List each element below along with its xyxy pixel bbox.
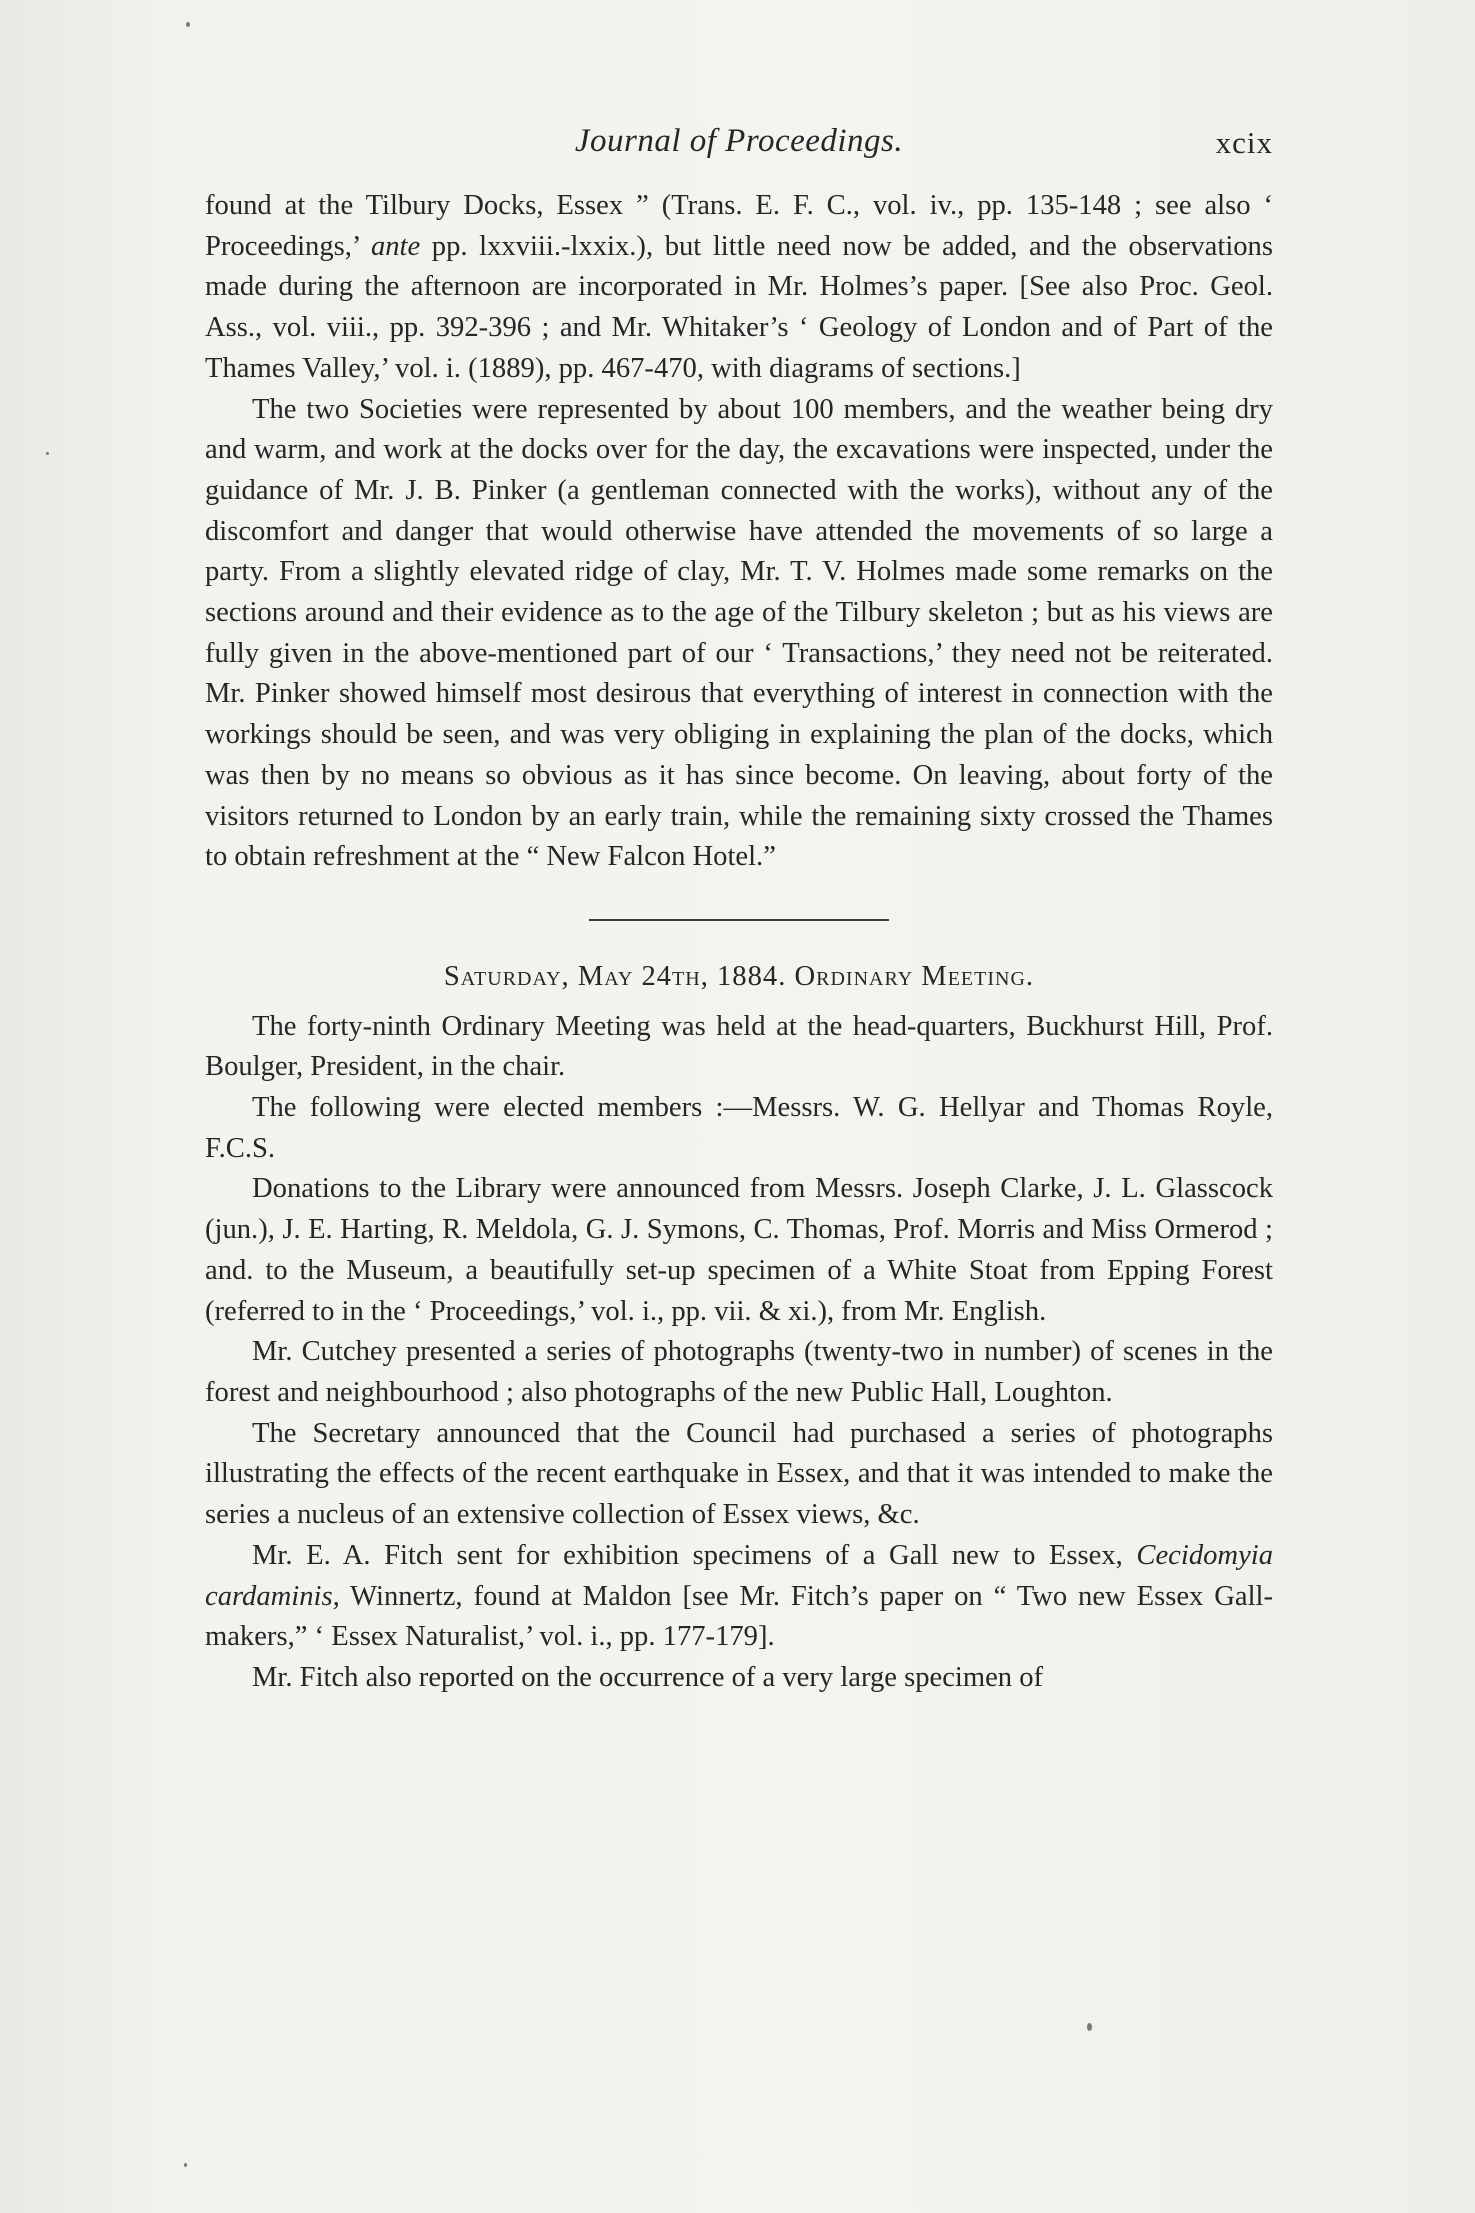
ink-speck bbox=[186, 22, 190, 27]
paragraph: Mr. Fitch also reported on the occurrence of a very large specimen of bbox=[252, 1661, 1044, 1693]
section-divider bbox=[589, 919, 889, 921]
running-title: Journal of Proceedings. bbox=[574, 123, 904, 159]
paragraph-text: Mr. E. A. Fitch sent for exhibition specimens of a Gall new to Essex, bbox=[252, 1539, 1137, 1571]
paragraph bbox=[205, 1536, 1273, 1658]
ink-speck bbox=[1087, 2023, 1092, 2031]
paragraph: Donations to the Library were announced from Messrs. Joseph Clarke, J. L. Glasscock (jun.), J. E. Harting, R. Meldola, G. J. Symons, C. Thomas, Prof. Morris and Miss Ormerod ; and. to the Museum, a beautifully set-up specimen of a White Stoat from Epping Forest (referred to in the ‘ Proceedings,’ vol. i., pp. vii. & xi.), from Mr. English. bbox=[205, 1173, 1273, 1327]
page-number: xcix bbox=[1215, 125, 1273, 160]
section-heading: Saturday, May 24th, 1884. Ordinary Meeting. bbox=[443, 960, 1035, 992]
italic-term: ante bbox=[370, 230, 421, 262]
page-header bbox=[205, 123, 1273, 163]
paragraph-text: Winnertz, found at Maldon [see Mr. Fitch’s paper on “ Two new Essex Gall-makers,” ‘ Essex Naturalist,’ vol. i., pp. 177-179]. bbox=[205, 1580, 1273, 1653]
body-text bbox=[205, 186, 1273, 1699]
paragraph-text: found at the Tilbury Docks, Essex ” (Trans. E. F. C., vol. iv., pp. 135-148 ; see also ‘ Proceedings,’ bbox=[205, 190, 1273, 262]
paragraph: The two Societies were represented by about 100 members, and the weather being dry and warm, and work at the docks over for the day, the excavations were inspected, under the guidance of Mr. J. B. Pinker (a gentleman connected with the works), without any of the discomfort and danger that would otherwise have attended the movements of so large a party. From a slightly elevated ridge of clay, Mr. T. V. Holmes made some remarks on the sections around and their evidence as to the age of the Tilbury skeleton ; but as his views are fully given in the above-mentioned part of our ‘ Transactions,’ they need not be reiterated. Mr. Pinker showed himself most desirous that everything of interest in connection with the workings should be seen, and was very obliging in explaining the plan of the docks, which was then by no means so obvious as it has since become. On leaving, about forty of the visitors returned to London by an early train, while the remaining sixty crossed the Thames to obtain refreshment at the “ New Falcon Hotel.” bbox=[205, 393, 1273, 873]
species-name: Cecidomyia cardaminis, bbox=[205, 1539, 1273, 1612]
ink-speck bbox=[184, 2163, 187, 2167]
ink-speck bbox=[46, 452, 49, 455]
paragraph: The following were elected members :—Messrs. W. G. Hellyar and Thomas Royle, F.C.S. bbox=[205, 1092, 1273, 1164]
paragraph: The forty-ninth Ordinary Meeting was held at the head-quarters, Buckhurst Hill, Prof. Boulger, President, in the chair. bbox=[205, 1010, 1273, 1083]
paragraph bbox=[205, 186, 1273, 390]
paragraph: Mr. Cutchey presented a series of photographs (twenty-two in number) of scenes in the forest and neighbourhood ; also photographs of the new Public Hall, Loughton. bbox=[205, 1336, 1273, 1408]
paragraph: The Secretary announced that the Council had purchased a series of photographs illustrating the effects of the recent earthquake in Essex, and that it was intended to make the series a nucleus of an extensive collection of Essex views, &c. bbox=[205, 1417, 1273, 1531]
paragraph-text: pp. lxxviii.-lxxix.), but little need now be added, and the observations made during the afternoon are incorporated in Mr. Holmes’s paper. [See also Proc. Geol. Ass., vol. viii., pp. 392-396 ; and Mr. Whitaker’s ‘ Geology of London and of Part of the Thames Valley,’ vol. i. (1889), pp. 467-470, with diagrams of sections.] bbox=[205, 230, 1273, 384]
